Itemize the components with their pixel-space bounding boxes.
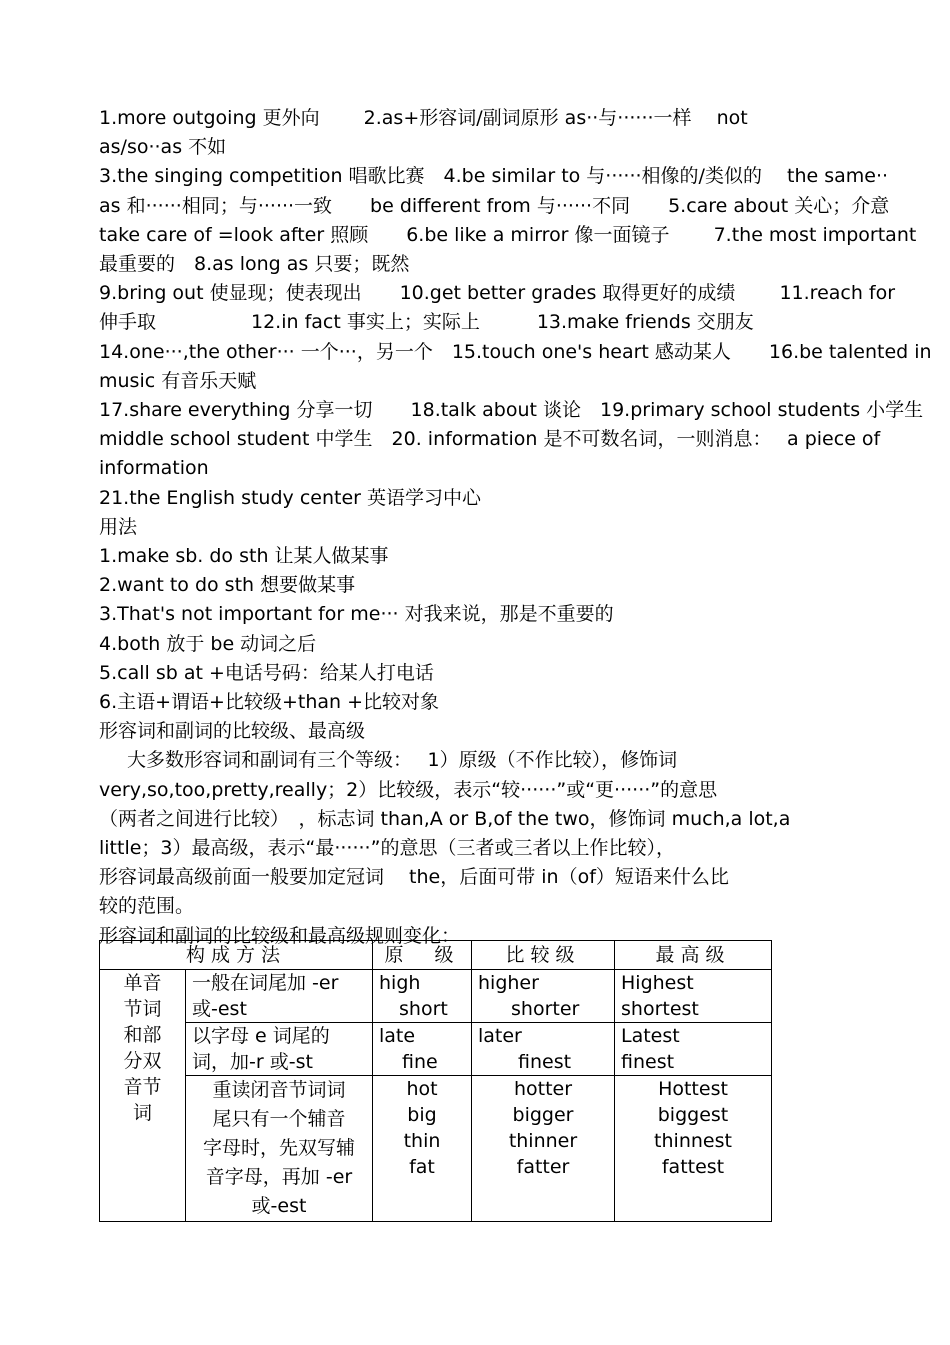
document-body xyxy=(99,104,932,951)
table-row xyxy=(100,1076,772,1222)
usage-line-2: 2.want to do sth 想要做某事 xyxy=(99,574,356,597)
vocab-line-13: information xyxy=(99,457,209,480)
comparative-cell: later finest xyxy=(472,1023,615,1076)
comparison-para-line-5: 形容词最高级前面一般要加定冠词 the，后面可带 in（of）短语来什么比 xyxy=(99,866,729,889)
usage-line-1: 1.make sb. do sth 让某人做某事 xyxy=(99,545,389,568)
vocab-line-7: 9.bring out 使显现；使表现出 10.get better grades 取得更好的成绩 11.reach for xyxy=(99,282,896,305)
vocab-line-8: 伸手取 12.in fact 事实上；实际上 13.make friends 交朋友 xyxy=(99,311,754,334)
table-caption: 形容词和副词的比较级和最高级规则变化： xyxy=(99,924,461,947)
comparison-para-line-3: （两者之间进行比较） ，标志词 than,A or B,of the two，修饰词 much,a lot,a xyxy=(99,807,791,830)
vocab-line-5: take care of =look after 照顾 6.be like a mirror 像一面镜子 7.the most important xyxy=(99,223,917,246)
header-original: 原 级 xyxy=(373,941,472,970)
superlative-cell: Hottest biggest thinnest fattest xyxy=(615,1076,772,1222)
header-superlative: 最高级 xyxy=(615,941,772,970)
usage-line-3: 3.That's not important for me··· 对我来说，那是不重要的 xyxy=(99,603,614,626)
usage-line-5: 5.call sb at +电话号码：给某人打电话 xyxy=(99,661,434,684)
superlative-cell: Latest finest xyxy=(615,1023,772,1076)
vocab-line-1: 1.more outgoing 更外向 2.as+形容词/副词原形 as··与······一样 not xyxy=(99,107,748,129)
vocab-line-12: middle school student 中学生 20. information 是不可数名词，一则消息： a piece of xyxy=(99,428,881,451)
method-cell: 一般在词尾加 -er 或-est xyxy=(186,970,373,1023)
header-comparative: 比较级 xyxy=(472,941,615,970)
vocab-line-6: 最重要的 8.as long as 只要；既然 xyxy=(99,253,410,276)
vocab-line-11: 17.share everything 分享一切 18.talk about 谈论 19.primary school students 小学生 xyxy=(99,399,924,422)
vocab-line-2: as/so··as 不如 xyxy=(99,136,227,159)
comparison-para-line-4: little；3）最高级，表示“最······”的意思（三者或三者以上作比较）， xyxy=(99,837,675,860)
superlative-cell: Highest shortest xyxy=(615,970,772,1023)
original-cell: hot big thin fat xyxy=(373,1076,472,1222)
usage-heading: 用法 xyxy=(99,515,138,538)
table-row xyxy=(100,970,772,1023)
vocab-line-3: 3.the singing competition 唱歌比赛 4.be similar to 与······相像的/类似的 the same·· xyxy=(99,165,889,188)
header-method: 构成方法 xyxy=(100,941,373,970)
original-cell: late fine xyxy=(373,1023,472,1076)
comparison-rules-table xyxy=(99,940,772,1222)
vocab-line-14: 21.the English study center 英语学习中心 xyxy=(99,486,481,509)
comparison-para-line-6: 较的范围。 xyxy=(99,895,195,918)
comparison-para-line-1: 大多数形容词和副词有三个等级： 1）原级（不作比较），修饰词 xyxy=(127,749,678,772)
original-cell: high short xyxy=(373,970,472,1023)
vocab-line-4: as 和······相同；与······一致 be different from 与······不同 5.care about 关心；介意 xyxy=(99,194,890,217)
vocab-line-9: 14.one···,the other··· 一个···，另一个 15.touch one's heart 感动某人 16.be talented in xyxy=(99,340,932,363)
comparative-cell: hotter bigger thinner fatter xyxy=(472,1076,615,1222)
table-row xyxy=(100,1023,772,1076)
comparison-para-line-2: very,so,too,pretty,really；2）比较级，表示“较······”或“更······”的意思 xyxy=(99,778,718,801)
comparative-cell: higher shorter xyxy=(472,970,615,1023)
usage-line-6: 6.主语+谓语+比较级+than +比较对象 xyxy=(99,691,440,714)
vocab-line-10: music 有音乐天赋 xyxy=(99,369,257,392)
method-cell: 重读闭音节词词 尾只有一个辅音 字母时，先双写辅 音字母，再加 -er 或-est xyxy=(186,1076,373,1222)
category-cell: 单音 节词 和部 分双 音节 词 xyxy=(100,970,186,1222)
table-header-row xyxy=(100,941,772,970)
comparison-heading: 形容词和副词的比较级、最高级 xyxy=(99,720,366,743)
usage-line-4: 4.both 放于 be 动词之后 xyxy=(99,632,317,655)
method-cell: 以字母 e 词尾的 词，加-r 或-st xyxy=(186,1023,373,1076)
